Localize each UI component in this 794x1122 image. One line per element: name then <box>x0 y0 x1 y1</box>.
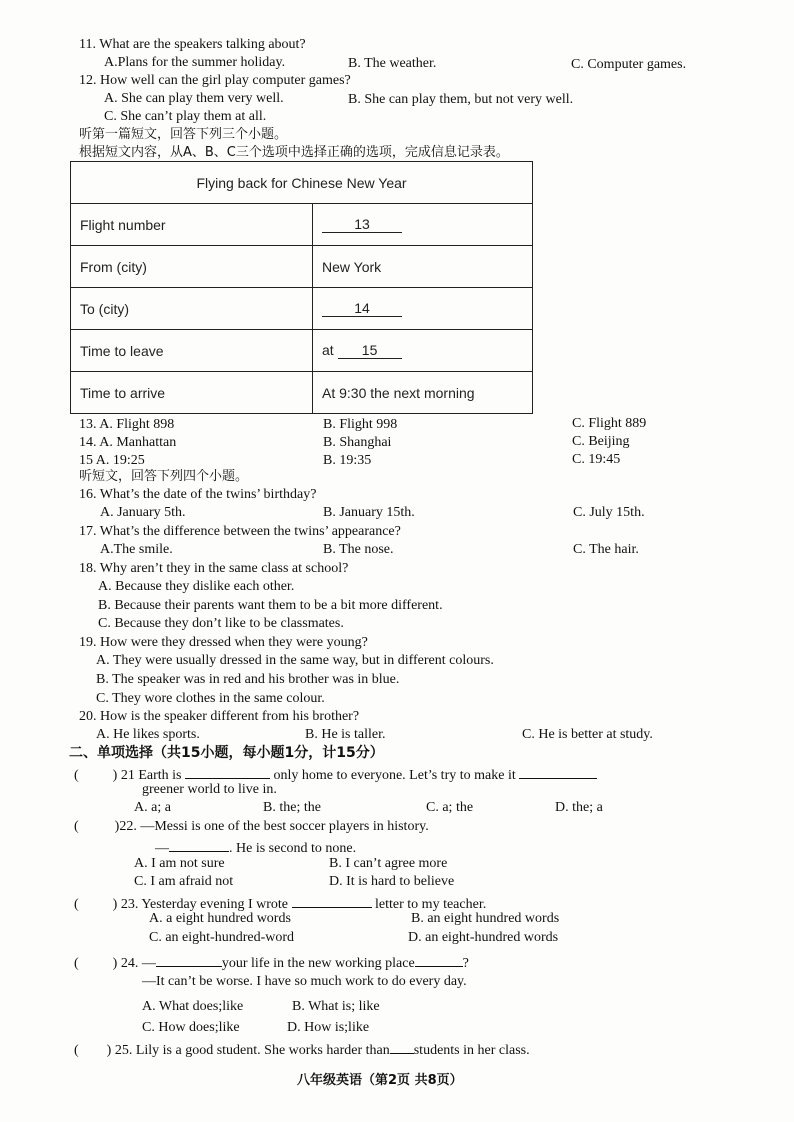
q11-option-a: A.Plans for the summer holiday. <box>104 55 286 70</box>
q23-option-d: D. an eight-hundred words <box>408 930 559 945</box>
q21-option-c: C. a; the <box>426 800 474 815</box>
table-row-value <box>313 288 533 330</box>
table-row-label: Flight number <box>71 204 313 246</box>
q25-line-1 <box>74 1038 530 1060</box>
q22-line-2-text: . He is second to none. <box>229 841 357 856</box>
q24-blank-2[interactable] <box>415 951 463 967</box>
q24-option-c: C. How does;like <box>142 1020 240 1035</box>
q13-option-b: B. Flight 998 <box>323 417 398 432</box>
section-2-title: 二、单项选择（共15小题，每小题1分，计15分） <box>69 745 384 761</box>
table-row-value <box>313 330 533 372</box>
q13-option-a: 13. A. Flight 898 <box>79 417 175 432</box>
time-prefix: at <box>322 342 334 358</box>
q22-option-b: B. I can’t agree more <box>329 856 448 871</box>
answer-blank-13[interactable]: 13 <box>322 216 402 233</box>
q11-option-c: C. Computer games. <box>571 57 687 72</box>
q19-option-c: C. They wore clothes in the same colour. <box>96 691 325 706</box>
q12-option-b: B. She can play them, but not very well. <box>348 92 574 107</box>
q19-option-b: B. The speaker was in red and his brother was in blue. <box>96 672 400 687</box>
table-row <box>71 288 533 330</box>
table-row-label: Time to arrive <box>71 372 313 414</box>
q23-number: ) 23. Yesterday evening I wrote <box>112 897 289 912</box>
q21-blank-2[interactable] <box>519 763 597 779</box>
answer-paren: ( <box>74 819 79 834</box>
q17-option-b: B. The nose. <box>323 542 394 557</box>
q24-option-b: B. What is; like <box>292 999 380 1014</box>
q24-option-a: A. What does;like <box>142 999 244 1014</box>
q25-blank[interactable] <box>390 1038 414 1054</box>
table-row <box>71 204 533 246</box>
q19-option-a: A. They were usually dressed in the same way, but in different colours. <box>96 653 494 668</box>
q16-option-b: B. January 15th. <box>323 505 415 520</box>
q23-option-a: A. a eight hundred words <box>149 911 291 926</box>
q22-blank[interactable] <box>169 836 229 852</box>
answer-paren: ( <box>74 1043 79 1058</box>
q20-stem: 20. How is the speaker different from his brother? <box>79 709 360 724</box>
answer-paren: ( <box>74 768 79 783</box>
q24-tail: ? <box>462 956 469 971</box>
q22-number: )22. —Messi is one of the best soccer players in history. <box>114 819 429 834</box>
flight-info-table <box>70 161 533 414</box>
table-row-label: Time to leave <box>71 330 313 372</box>
table-row-value: New York <box>313 246 533 288</box>
q21-option-a: A. a; a <box>134 800 171 815</box>
answer-blank-15[interactable]: 15 <box>338 342 402 359</box>
q18-option-b: B. Because their parents want them to be a bit more different. <box>98 598 443 613</box>
q20-option-c: C. He is better at study. <box>522 727 653 742</box>
q22-line-1 <box>74 818 429 836</box>
q13-option-c: C. Flight 889 <box>572 416 647 431</box>
q14-option-c: C. Beijing <box>572 434 630 449</box>
section-intro-1: 听第一篇短文，回答下列三个小题。 <box>79 127 288 142</box>
q15-option-b: B. 19:35 <box>323 453 372 468</box>
q15-option-a: 15 A. 19:25 <box>79 453 145 468</box>
section-intro-3: 听短文，回答下列四个小题。 <box>79 469 249 484</box>
q15-option-c: C. 19:45 <box>572 452 621 467</box>
table-row-value <box>313 204 533 246</box>
table-row <box>71 246 533 288</box>
q18-option-c: C. Because they don’t like to be classmates. <box>98 616 344 631</box>
q18-stem: 18. Why aren’t they in the same class at school? <box>79 561 349 576</box>
table-row-label: From (city) <box>71 246 313 288</box>
q20-option-a: A. He likes sports. <box>96 727 200 742</box>
q18-option-a: A. Because they dislike each other. <box>98 579 295 594</box>
table-row-value: At 9:30 the next morning <box>313 372 533 414</box>
q16-option-c: C. July 15th. <box>573 505 645 520</box>
q21-option-d: D. the; a <box>555 800 603 815</box>
answer-paren: ( <box>74 897 79 912</box>
q24-number: ) 24. — <box>112 956 156 971</box>
answer-paren: ( <box>74 956 79 971</box>
q22-option-a: A. I am not sure <box>134 856 225 871</box>
q23-tail: letter to my teacher. <box>375 897 487 912</box>
q17-option-c: C. The hair. <box>573 542 639 557</box>
q12-stem: 12. How well can the girl play computer games? <box>79 73 351 88</box>
table-row-label: To (city) <box>71 288 313 330</box>
q20-option-b: B. He is taller. <box>305 727 386 742</box>
table-title-row <box>71 162 533 204</box>
table-row <box>71 372 533 414</box>
q14-option-a: 14. A. Manhattan <box>79 435 177 450</box>
q11-stem: 11. What are the speakers talking about? <box>79 37 306 52</box>
q21-middle: only home to everyone. Let’s try to make it <box>273 768 516 783</box>
page-footer: 八年级英语（第2页 共8页） <box>297 1073 463 1088</box>
q25-number: ) 25. Lily is a good student. She works harder than <box>106 1043 390 1058</box>
q23-blank[interactable] <box>292 892 372 908</box>
q16-stem: 16. What’s the date of the twins’ birthday? <box>79 487 317 502</box>
q22-option-d: D. It is hard to believe <box>329 874 455 889</box>
q12-option-a: A. She can play them very well. <box>104 91 284 106</box>
q14-option-b: B. Shanghai <box>323 435 392 450</box>
q21-line-2: greener world to live in. <box>142 782 277 797</box>
table-row <box>71 330 533 372</box>
q21-blank-1[interactable] <box>185 763 270 779</box>
answer-blank-14[interactable]: 14 <box>322 300 402 317</box>
q21-number: ) 21 Earth is <box>112 768 182 783</box>
q23-option-b: B. an eight hundred words <box>411 911 560 926</box>
section-intro-2: 根据短文内容，从A、B、C三个选项中选择正确的选项，完成信息记录表。 <box>79 145 509 160</box>
q23-option-c: C. an eight-hundred-word <box>149 930 295 945</box>
q21-option-b: B. the; the <box>263 800 321 815</box>
q22-line-2: — . He is second to none. <box>155 836 356 858</box>
q17-stem: 17. What’s the difference between the twins’ appearance? <box>79 524 401 539</box>
q17-option-a: A.The smile. <box>100 542 173 557</box>
q12-option-c: C. She can’t play them at all. <box>104 109 267 124</box>
q24-blank-1[interactable] <box>156 951 222 967</box>
table-title: Flying back for Chinese New Year <box>71 162 533 204</box>
q11-option-b: B. The weather. <box>348 56 437 71</box>
q24-line-1 <box>74 951 469 973</box>
q22-option-c: C. I am afraid not <box>134 874 234 889</box>
q24-middle: your life in the new working place <box>221 956 415 971</box>
q24-option-d: D. How is;like <box>287 1020 370 1035</box>
q24-line-2: —It can’t be worse. I have so much work to do every day. <box>142 974 467 989</box>
q25-tail: students in her class. <box>413 1043 530 1058</box>
q19-stem: 19. How were they dressed when they were young? <box>79 635 368 650</box>
q16-option-a: A. January 5th. <box>100 505 186 520</box>
